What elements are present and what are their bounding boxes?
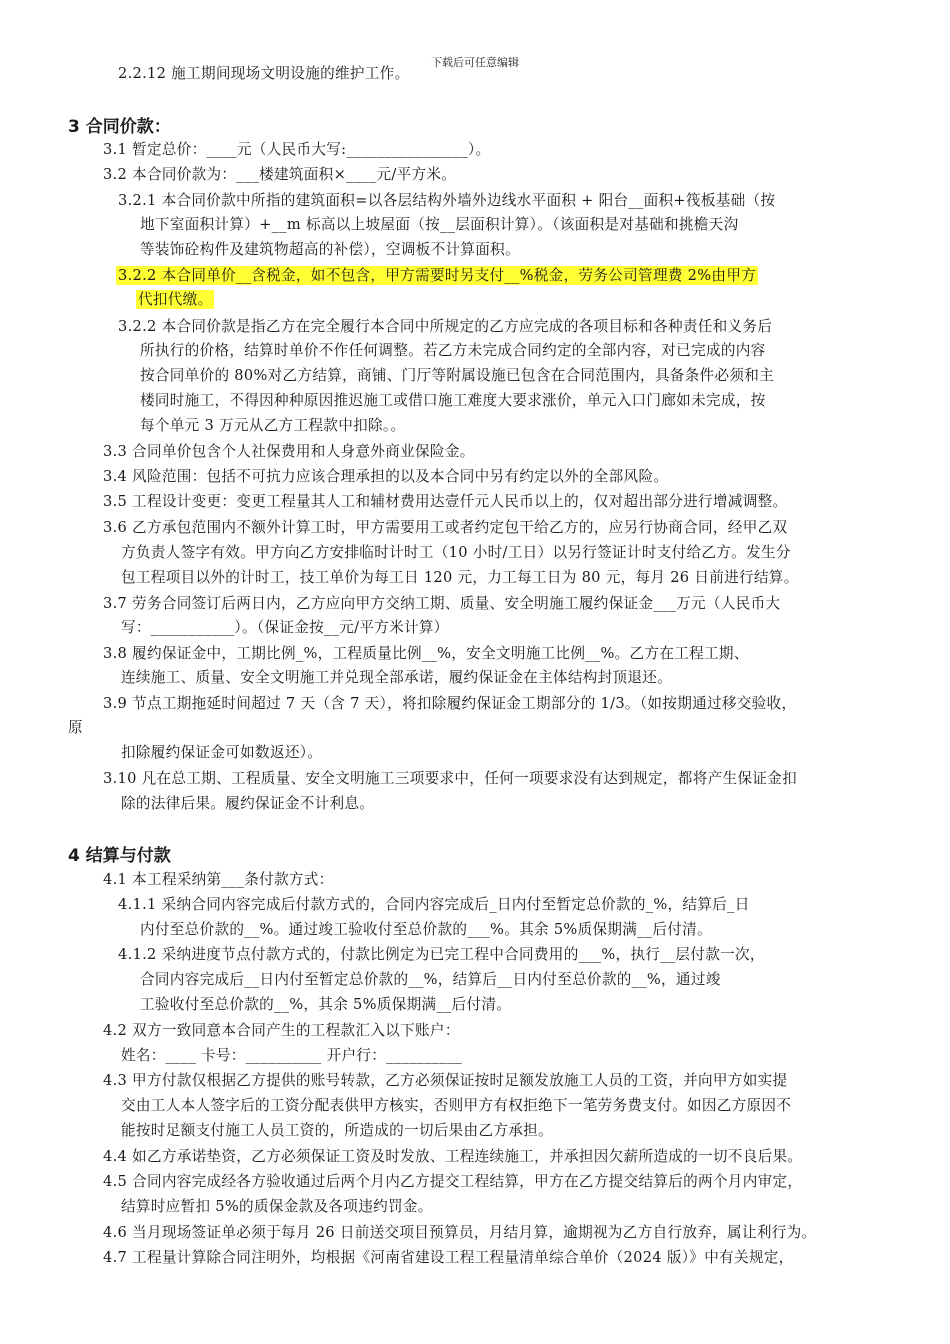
text-line: 4.6 当月现场签证单必须于每月 26 日前送交项目预算员，月结月算，逾期视为乙方自行放弃，属让利行为。	[103, 1224, 817, 1241]
text-line: 姓名：____ 卡号：__________ 开户行：__________	[121, 1047, 463, 1064]
text-line: 原	[68, 719, 83, 736]
text-line: 地下室面积计算）+__m 标高以上坡屋面（按__层面积计算）。（该面积是对基础和挑檐天沟	[140, 216, 739, 233]
text-line: 3.1 暂定总价：____元（人民币大写:________________）。	[103, 141, 491, 158]
text-line: 内付至总价款的__%。通过竣工验收付至总价款的___%。其余 5%质保期满__后付清。	[140, 921, 712, 938]
text-line: 楼同时施工，不得因种种原因推迟施工或借口施工难度大要求涨价，单元入口门廊如未完成，按	[140, 392, 766, 409]
text-line: 3.2.2 本合同价款是指乙方在完全履行本合同中所规定的乙方应完成的各项目标和各种责任和义务后	[118, 318, 773, 335]
text-line: 4.4 如乙方承诺垫资，乙方必须保证工资及时发放、工程连续施工，并承担因欠薪所造成的一切不良后果。	[103, 1148, 803, 1165]
text-line: 2.2.12 施工期间现场文明设施的维护工作。	[118, 65, 410, 82]
highlighted-text: 代扣代缴。	[138, 291, 213, 308]
text-line: 4.2 双方一致同意本合同产生的工程款汇入以下账户：	[103, 1022, 460, 1039]
text-line: 3.10 凡在总工期、工程质量、安全文明施工三项要求中，任何一项要求没有达到规定，都将产生保证金扣	[103, 770, 797, 787]
text-line: 等装饰砼构件及建筑物超高的补偿），空调板不计算面积。	[140, 241, 520, 258]
text-line: 3.6 乙方承包范围内不额外计算工时，甲方需要用工或者约定包干给乙方的，应另行协商合同，经甲乙双	[103, 519, 788, 536]
text-line: 所执行的价格，结算时单价不作任何调整。若乙方未完成合同约定的全部内容，对已完成的内容	[140, 342, 766, 359]
text-line: 3.3 合同单价包含个人社保费用和人身意外商业保险金。	[103, 443, 475, 460]
text-line: 4.1.2 采纳进度节点付款方式的，付款比例定为已完工程中合同费用的___%，执行__层付款一次，	[118, 946, 765, 963]
text-line: 4.1 本工程采纳第___条付款方式：	[103, 871, 334, 888]
text-line: 合同内容完成后__日内付至暂定总价款的__%，结算后__日内付至总价款的__%，通过竣	[140, 971, 721, 988]
text-line: 方负责人签字有效。甲方向乙方安排临时计时工（10 小时/工日）以另行签证计时支付给乙方。发生分	[121, 544, 791, 561]
text-line: 4.5 合同内容完成经各方验收通过后两个月内乙方提交工程结算，甲方在乙方提交结算后的两个月内审定，	[103, 1173, 803, 1190]
text-line: 按合同单价的 80%对乙方结算，商铺、门厅等附属设施已包含在合同范围内，具备条件必须和主	[140, 367, 775, 384]
text-line: 除的法律后果。履约保证金不计利息。	[121, 795, 375, 812]
text-line: 扣除履约保证金可如数返还）。	[121, 744, 323, 761]
text-line: 4.3 甲方付款仅根据乙方提供的账号转款，乙方必须保证按时足额发放施工人员的工资，并向甲方如实提	[103, 1072, 788, 1089]
text-line: 3.2.1 本合同价款中所指的建筑面积=以各层结构外墙外边线水平面积 + 阳台__面积+筏板基础（按	[118, 192, 776, 209]
text-line	[136, 290, 214, 310]
text-line: 3.7 劳务合同签订后两日内，乙方应向甲方交纳工期、质量、安全明施工履约保证金___万元（人民币大	[103, 595, 781, 612]
text-line: 4.1.1 采纳合同内容完成后付款方式的，合同内容完成后_日内付至暂定总价款的_%，结算后_日	[118, 896, 750, 913]
text-line	[116, 266, 758, 286]
text-line: 包工程项目以外的计时工，技工单价为每工日 120 元，力工每工日为 80 元，每月 26 日前进行结算。	[121, 569, 799, 586]
text-line: 3.8 履约保证金中，工期比例_%，工程质量比例__%，安全文明施工比例__%。乙方在工程工期、	[103, 645, 749, 662]
text-line: 4.7 工程量计算除合同注明外，均根据《河南省建设工程工程量清单综合单价（2024 版）》中有关规定，	[103, 1249, 794, 1266]
text-line: 工验收付至总价款的__%，其余 5%质保期满__后付清。	[140, 996, 512, 1013]
section-heading: 3 合同价款：	[68, 117, 171, 137]
text-line: 交由工人本人签字后的工资分配表供甲方核实，否则甲方有权拒绝下一笔劳务费支付。如因乙方原因不	[121, 1097, 792, 1114]
text-line: 每个单元 3 万元从乙方工程款中扣除。。	[140, 417, 406, 434]
text-line: 结算时应暂扣 5%的质保金款及各项违约罚金。	[121, 1198, 433, 1215]
text-line: 写：___________）。（保证金按__元/平方米计算）	[121, 619, 449, 636]
text-line: 3.4 风险范围：包括不可抗力应该合理承担的以及本合同中另有约定以外的全部风险。	[103, 468, 669, 485]
section-heading: 4 结算与付款	[68, 846, 171, 866]
text-line: 连续施工、质量、安全文明施工并兑现全部承诺，履约保证金在主体结构封顶退还。	[121, 669, 673, 686]
text-line: 3.9 节点工期拖延时间超过 7 天（含 7 天），将扣除履约保证金工期部分的 1/3。（如按期通过移交验收，	[103, 695, 797, 712]
highlighted-text: 3.2.2 本合同单价__含税金，如不包含，甲方需要时另支付__%税金，劳务公司管理费 2%由甲方	[118, 267, 757, 284]
text-line: 能按时足额支付施工人员工资的，所造成的一切后果由乙方承担。	[121, 1122, 553, 1139]
page-header: 下载后可任意编辑	[431, 56, 519, 69]
text-line: 3.2 本合同价款为：___楼建筑面积×____元/平方米。	[103, 166, 457, 183]
text-line: 3.5 工程设计变更：变更工程量其人工和辅材费用达壹仟元人民币以上的，仅对超出部分进行增减调整。	[103, 493, 788, 510]
